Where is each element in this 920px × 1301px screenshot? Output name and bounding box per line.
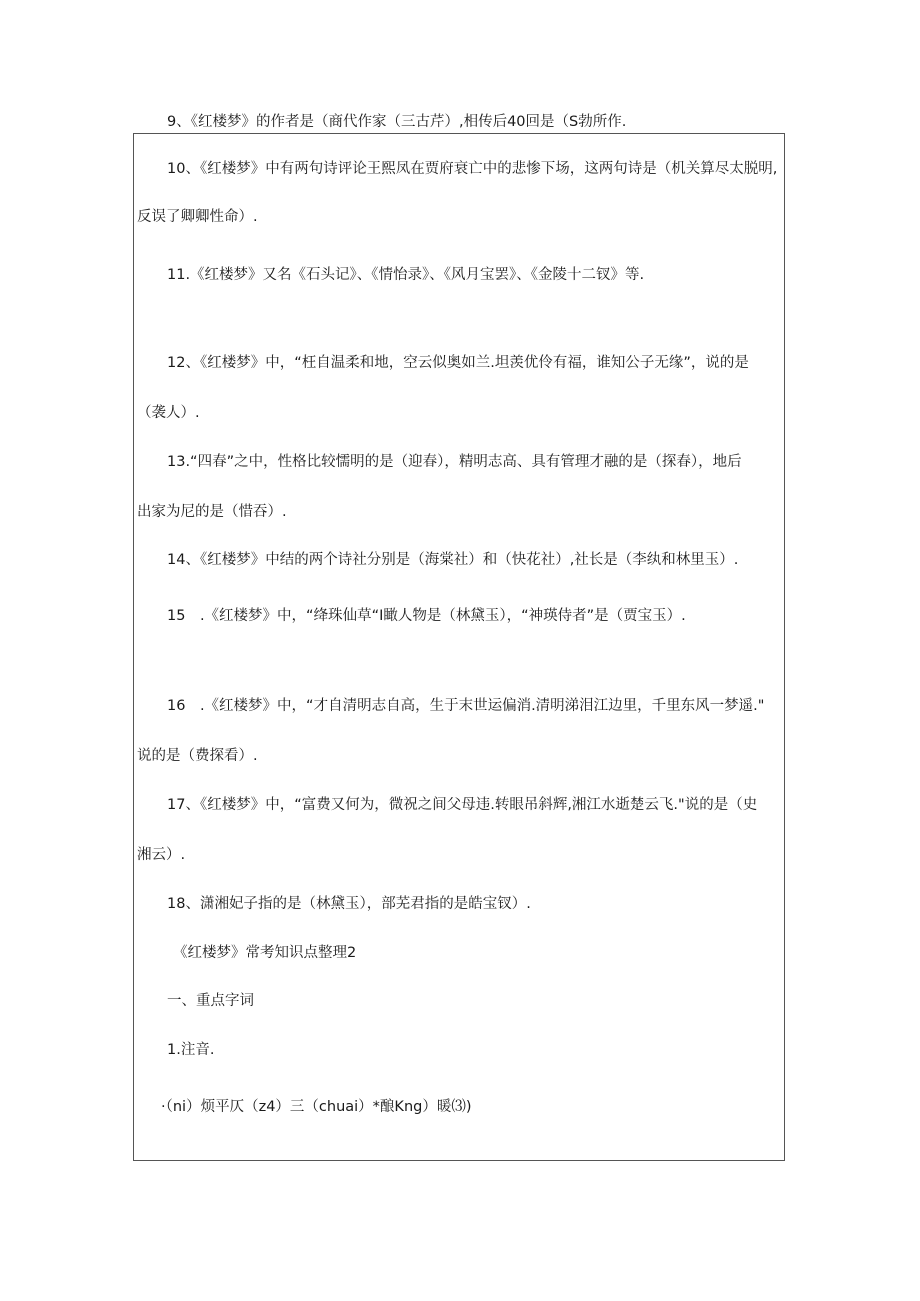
question-16-line-1: 16 .《红楼梦》中，“才自清明志自高，生于末世运偏消.清明涕泪江边里，千里东风一梦遥." [167,698,765,714]
question-18: 18、潇湘妃子指的是（林黛玉），部芜君指的是皓宝钗）. [167,896,531,912]
sub-heading-pronunciation: 1.注音. [167,1042,215,1058]
question-17-line-1: 17、《红楼梦》中，“富费又何为，微祝之间父母违.转眼吊斜辉,湘江水逝楚云飞."说的是（史 [167,797,758,813]
question-13-line-1: 13.“四春”之中，性格比较懦明的是（迎春），精明志高、具有管理才融的是（探春），地后 [167,454,742,470]
heading-key-words: 一、重点字词 [167,993,254,1009]
question-14: 14、《红楼梦》中结的两个诗社分别是（海棠社）和（快花社）,社长是（李纨和林里玉）. [167,552,739,568]
question-9: 9、《红楼梦》的作者是（商代作家（三古芹）,相传后40回是（S勃所作. [167,114,627,130]
pinyin-line: ·（ni）烦平仄（z4）三（chuai）*酿Kng）暖⑶) [161,1099,472,1115]
section-title: 《红楼梦》常考知识点整理2 [173,945,357,961]
question-10-line-1: 10、《红楼梦》中有两句诗评论王熙凤在贾府衰亡中的悲惨下场，这两句诗是（机关算尽太脱明, [167,161,778,177]
question-12-line-2: （袭人）. [137,405,200,421]
question-17-line-2: 湘云）. [137,847,186,863]
question-10-line-2: 反误了卿卿性命）. [137,209,258,225]
question-12-line-1: 12、《红楼梦》中，“枉自温柔和地，空云似奥如兰.坦羡优伶有福，谁知公子无缘”，说的是 [167,355,749,371]
question-16-line-2: 说的是（费探看）. [137,748,258,764]
question-11: 11.《红楼梦》又名《石头记》、《情怡录》、《风月宝罢》、《金陵十二钗》等. [167,267,645,283]
question-13-line-2: 出家为尼的是（惜吞）. [137,504,287,520]
question-15: 15 .《红楼梦》中，“绛珠仙草“I瞰人物是（林黛玉），“神瑛侍者”是（贾宝玉）. [167,608,686,624]
